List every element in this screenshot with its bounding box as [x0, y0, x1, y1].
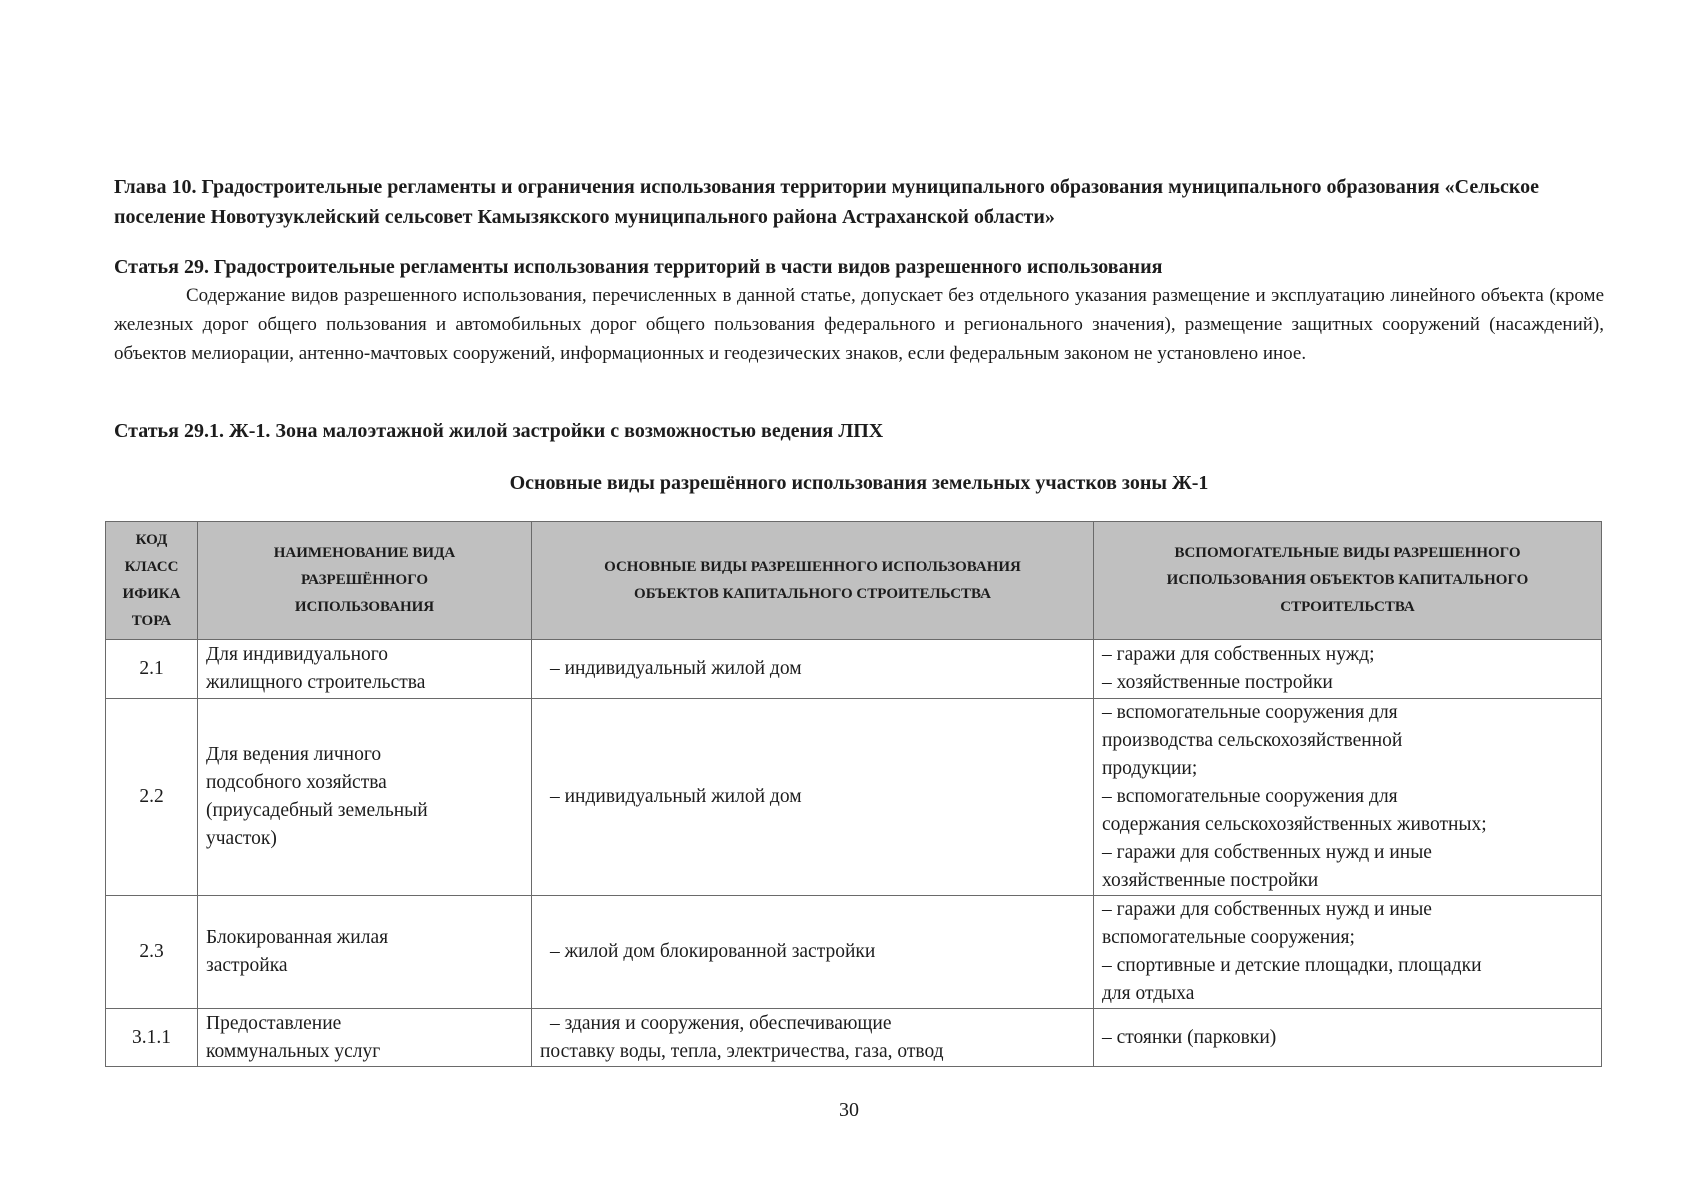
row-main-uses: – индивидуальный жилой дом — [532, 640, 1094, 699]
chapter-title: Глава 10. Градостроительные регламенты и ограничения использования территории муниципального образования муниципального образования «Сельское поселение Новотузуклейский сельсовет Камызякского муниципального района Астраханской области» — [114, 176, 1540, 228]
permitted-use-table — [105, 521, 1602, 1067]
row-code: 3.1.1 — [106, 1009, 198, 1067]
subarticle-title: Статья 29.1. Ж-1. Зона малоэтажной жилой застройки с возможностью ведения ЛПХ — [114, 420, 884, 442]
table-row — [106, 1009, 1602, 1067]
page-number: 30 — [839, 1099, 859, 1121]
row-auxiliary-uses: – гаражи для собственных нужд и иные вспомогательные сооружения; – спортивные и детские площадки, площадки для отдыха — [1094, 896, 1602, 1009]
row-code: 2.1 — [106, 640, 198, 699]
row-code: 2.3 — [106, 896, 198, 1009]
row-code: 2.2 — [106, 699, 198, 896]
row-name: Для ведения личного подсобного хозяйства (приусадебный земельный участок) — [198, 699, 532, 896]
row-name: Для индивидуального жилищного строительства — [198, 640, 532, 699]
row-main-uses: – индивидуальный жилой дом — [532, 699, 1094, 896]
table-row — [106, 699, 1602, 896]
header-code: КОД КЛАСС ИФИКА ТОРА — [106, 522, 198, 640]
row-main-uses: – здания и сооружения, обеспечивающие поставку воды, тепла, электричества, газа, отвод — [532, 1009, 1094, 1067]
row-auxiliary-uses: – стоянки (парковки) — [1094, 1009, 1602, 1067]
table-row — [106, 640, 1602, 699]
header-main-uses: ОСНОВНЫЕ ВИДЫ РАЗРЕШЕННОГО ИСПОЛЬЗОВАНИЯ ОБЪЕКТОВ КАПИТАЛЬНОГО СТРОИТЕЛЬСТВА — [532, 522, 1094, 640]
table-row — [106, 896, 1602, 1009]
row-auxiliary-uses: – гаражи для собственных нужд; – хозяйственные постройки — [1094, 640, 1602, 699]
row-name: Предоставление коммунальных услуг — [198, 1009, 532, 1067]
row-name: Блокированная жилая застройка — [198, 896, 532, 1009]
article-title: Статья 29. Градостроительные регламенты использования территорий в части видов разрешенного использования — [114, 256, 1163, 278]
article-body: Содержание видов разрешенного использования, перечисленных в данной статье, допускает без отдельного указания размещение и эксплуатацию линейного объекта (кроме железных дорог общего пользования и автомобильных дорог общего пользования федерального и регионального значения), размещение защитных сооружений (насаждений), объектов мелиорации, антенно-мачтовых сооружений, информационных и геодезических знаков, если федеральным законом не установлено иное. — [114, 285, 1604, 364]
row-main-uses: – жилой дом блокированной застройки — [532, 896, 1094, 1009]
row-auxiliary-uses: – вспомогательные сооружения для производства сельскохозяйственной продукции; – вспомогательные сооружения для содержания сельскохозяйственных животных; – гаражи для собственных нужд и иные хозяйственные постройки — [1094, 699, 1602, 896]
header-name: НАИМЕНОВАНИЕ ВИДА РАЗРЕШЁННОГО ИСПОЛЬЗОВАНИЯ — [198, 522, 532, 640]
table-header-row — [106, 522, 1602, 640]
table-title: Основные виды разрешённого использования земельных участков зоны Ж-1 — [509, 472, 1209, 494]
header-auxiliary-uses: ВСПОМОГАТЕЛЬНЫЕ ВИДЫ РАЗРЕШЕННОГО ИСПОЛЬЗОВАНИЯ ОБЪЕКТОВ КАПИТАЛЬНОГО СТРОИТЕЛЬСТВА — [1094, 522, 1602, 640]
